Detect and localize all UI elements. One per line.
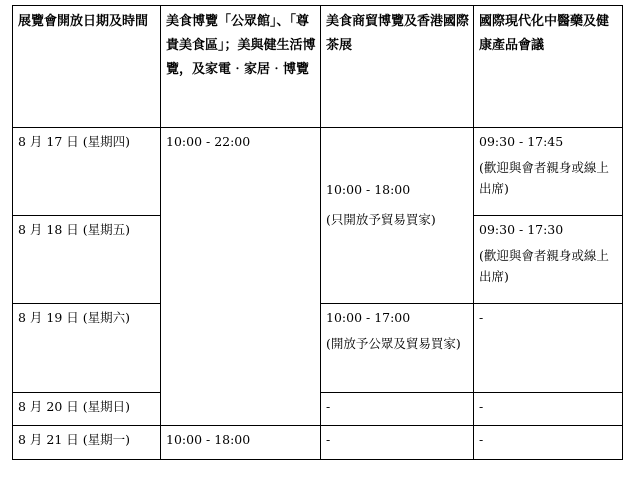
tcm-hours: 09:30 - 17:45 (479, 134, 564, 149)
date-cell: 8 月 19 日 (星期六) (13, 304, 161, 393)
trade-tea-note: (只開放予貿易買家) (326, 212, 436, 227)
table-row (13, 128, 623, 216)
exhibition-hours-table (12, 5, 623, 460)
date-cell: 8 月 21 日 (星期一) (13, 426, 161, 460)
header-tcm: 國際現代化中醫藥及健康產品會議 (474, 6, 623, 128)
tcm-cell: - (474, 304, 623, 393)
food-public-hours-cell (161, 128, 321, 426)
tcm-cell: - (474, 393, 623, 426)
header-row (13, 6, 623, 128)
trade-tea-cell: - (321, 393, 474, 426)
tcm-note: (歡迎與會者親身或線上出席) (479, 248, 609, 284)
date-cell: 8 月 17 日 (星期四) (13, 128, 161, 216)
tcm-cell: - (474, 426, 623, 460)
trade-tea-cell: - (321, 426, 474, 460)
table-row (13, 426, 623, 460)
date-cell: 8 月 18 日 (星期五) (13, 216, 161, 304)
trade-tea-cell (321, 304, 474, 393)
tcm-cell (474, 216, 623, 304)
trade-tea-hours-cell (321, 128, 474, 304)
header-trade-tea: 美食商貿博覽及香港國際茶展 (321, 6, 474, 128)
tcm-cell (474, 128, 623, 216)
header-food-public: 美食博覽「公眾館」、「尊貴美食區」；美與健生活博覽，及家電‧家居‧博覽 (161, 6, 321, 128)
trade-tea-hours: 10:00 - 18:00 (326, 182, 411, 197)
header-date: 展覽會開放日期及時間 (13, 6, 161, 128)
date-cell: 8 月 20 日 (星期日) (13, 393, 161, 426)
food-public-cell: 10:00 - 18:00 (161, 426, 321, 460)
food-public-hours: 10:00 - 22:00 (166, 134, 251, 149)
tcm-note: (歡迎與會者親身或線上出席) (479, 160, 609, 196)
trade-tea-note: (開放予公眾及貿易買家) (326, 336, 461, 351)
tcm-hours: 09:30 - 17:30 (479, 222, 564, 237)
trade-tea-hours: 10:00 - 17:00 (326, 310, 411, 325)
